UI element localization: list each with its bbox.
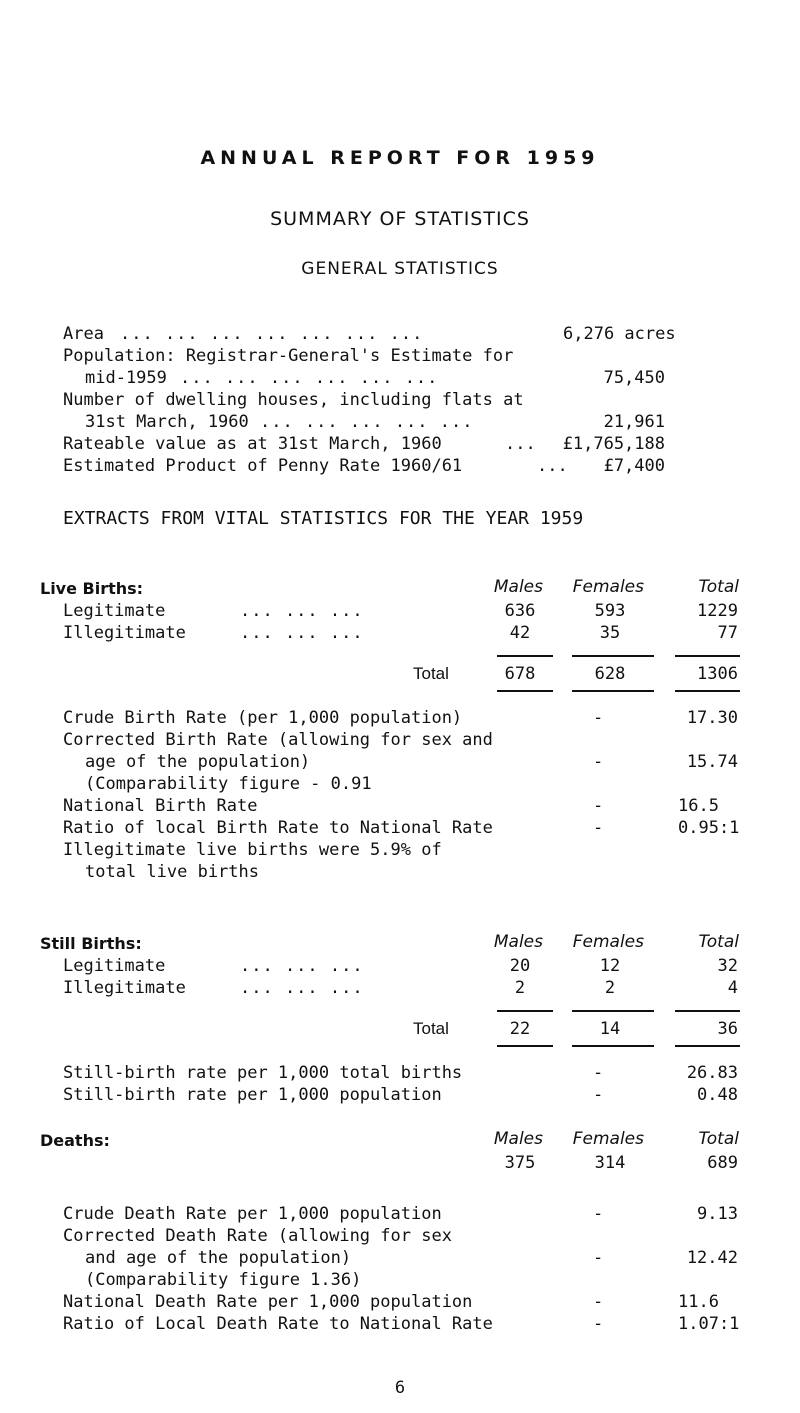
still-illegitimate-label: Illegitimate [63, 978, 186, 998]
general-statistics-title: GENERAL STATISTICS [301, 259, 499, 279]
corrected-death-rate-label-2: and age of the population) [85, 1248, 352, 1268]
rateable-value: £1,765,188 [562, 434, 665, 454]
still-rule-bottom-males [497, 1045, 553, 1047]
dwelling-value: 21,961 [603, 412, 665, 432]
still-illegitimate-males: 2 [514, 978, 526, 998]
still-birth-rate-births-value: 26.83 [686, 1063, 738, 1083]
crude-death-rate-label: Crude Death Rate per 1,000 population [63, 1204, 442, 1224]
live-total-females: 628 [594, 664, 626, 684]
still-illegitimate-total: 4 [727, 978, 738, 998]
birth-ratio-label: Ratio of local Birth Rate to National Rate [63, 818, 493, 838]
death-ratio-label: Ratio of Local Death Rate to National Rate [63, 1314, 493, 1334]
corrected-birth-rate-label: Corrected Birth Rate (allowing for sex and [63, 730, 493, 750]
still-illegitimate-dots: ... ... ... [240, 978, 364, 998]
live-illegitimate-males: 42 [509, 623, 531, 643]
live-illegitimate-label: Illegitimate [63, 623, 186, 643]
birth-ratio-dash: - [593, 818, 604, 838]
area-value: 6,276 acres [563, 324, 676, 344]
population-label-2: mid-1959 [85, 368, 167, 388]
deaths-females: 314 [594, 1153, 626, 1173]
national-death-rate-dash: - [593, 1292, 604, 1312]
live-illegitimate-females: 35 [599, 623, 621, 643]
crude-birth-rate-dash: - [593, 708, 604, 728]
penny-rate-dots: ... [537, 456, 568, 476]
live-legitimate-dots: ... ... ... [240, 601, 364, 621]
still-legitimate-label: Legitimate [63, 956, 166, 976]
birth-ratio-value: 0.95:1 [678, 818, 740, 838]
deaths-total-header: Total [698, 1129, 739, 1149]
page-number: 6 [394, 1378, 406, 1398]
live-total-label: Total [413, 664, 449, 683]
live-illegitimate-total: 77 [717, 623, 738, 643]
deaths-females-header: Females [572, 1129, 644, 1149]
still-legitimate-males: 20 [509, 956, 531, 976]
deaths-heading: Deaths: [40, 1131, 110, 1150]
national-birth-rate-value: 16.5 [678, 796, 719, 816]
area-label: Area [63, 324, 104, 344]
population-value: 75,450 [603, 368, 665, 388]
still-rule-top-males [497, 1010, 553, 1012]
deaths-males: 375 [504, 1153, 536, 1173]
still-total-header: Total [698, 932, 739, 952]
live-total-header: Total [698, 577, 739, 597]
corrected-birth-rate-label-2: age of the population) [85, 752, 311, 772]
crude-death-rate-value: 9.13 [697, 1204, 738, 1224]
live-legitimate-males: 636 [504, 601, 536, 621]
birth-comparability: (Comparability figure - 0.91 [85, 774, 372, 794]
death-ratio-dash: - [593, 1314, 604, 1334]
still-birth-rate-pop-value: 0.48 [697, 1085, 738, 1105]
still-total-label: Total [413, 1019, 449, 1038]
still-rule-bottom-total [675, 1045, 740, 1047]
national-birth-rate-label: National Birth Rate [63, 796, 258, 816]
population-label: Population: Registrar-General's Estimate for [63, 346, 514, 366]
still-rule-top-total [675, 1010, 740, 1012]
still-total-males: 22 [509, 1019, 531, 1039]
still-rule-top-females [572, 1010, 654, 1012]
illegitimate-percent-label: Illegitimate live births were 5.9% of [63, 840, 442, 860]
live-rule-bottom-females [572, 690, 654, 692]
live-legitimate-total: 1229 [697, 601, 738, 621]
rateable-value-label: Rateable value as at 31st March, 1960 [63, 434, 442, 454]
national-death-rate-label: National Death Rate per 1,000 population [63, 1292, 473, 1312]
corrected-death-rate-label: Corrected Death Rate (allowing for sex [63, 1226, 452, 1246]
rateable-dots: ... [505, 434, 536, 454]
still-males-header: Males [493, 932, 543, 952]
live-rule-top-males [497, 655, 553, 657]
still-females-header: Females [572, 932, 644, 952]
dwelling-label-2: 31st March, 1960 [85, 412, 249, 432]
live-rule-top-total [675, 655, 740, 657]
still-legitimate-females: 12 [599, 956, 621, 976]
still-illegitimate-females: 2 [604, 978, 616, 998]
population-dots: ... ... ... ... ... ... [180, 368, 439, 388]
crude-birth-rate-value: 17.30 [686, 708, 738, 728]
still-birth-rate-pop-label: Still-birth rate per 1,000 population [63, 1085, 442, 1105]
still-birth-rate-births-label: Still-birth rate per 1,000 total births [63, 1063, 463, 1083]
still-legitimate-total: 32 [717, 956, 738, 976]
penny-rate-value: £7,400 [603, 456, 665, 476]
still-births-heading: Still Births: [40, 934, 142, 953]
corrected-birth-rate-value: 15.74 [686, 752, 738, 772]
live-illegitimate-dots: ... ... ... [240, 623, 364, 643]
still-total-total: 36 [717, 1019, 738, 1039]
corrected-death-rate-dash: - [593, 1248, 604, 1268]
penny-rate-label: Estimated Product of Penny Rate 1960/61 [63, 456, 463, 476]
deaths-total: 689 [707, 1153, 738, 1173]
still-rule-bottom-females [572, 1045, 654, 1047]
corrected-death-rate-value: 12.42 [686, 1248, 738, 1268]
death-comparability: (Comparability figure 1.36) [85, 1270, 362, 1290]
national-birth-rate-dash: - [593, 796, 604, 816]
live-males-header: Males [493, 577, 543, 597]
live-total-total: 1306 [697, 664, 738, 684]
live-rule-bottom-males [497, 690, 553, 692]
crude-death-rate-dash: - [593, 1204, 604, 1224]
extracts-title: EXTRACTS FROM VITAL STATISTICS FOR THE YEAR 1959 [63, 508, 584, 529]
still-birth-rate-births-dash: - [593, 1063, 604, 1083]
deaths-males-header: Males [493, 1129, 543, 1149]
live-females-header: Females [572, 577, 644, 597]
live-births-heading: Live Births: [40, 579, 144, 598]
death-ratio-value: 1.07:1 [678, 1314, 740, 1334]
live-legitimate-label: Legitimate [63, 601, 166, 621]
live-total-males: 678 [504, 664, 536, 684]
dwelling-dots: ... ... ... ... ... [260, 412, 474, 432]
still-legitimate-dots: ... ... ... [240, 956, 364, 976]
live-rule-bottom-total [675, 690, 740, 692]
summary-title: SUMMARY OF STATISTICS [270, 208, 530, 230]
report-title: ANNUAL REPORT FOR 1959 [200, 147, 600, 169]
live-legitimate-females: 593 [594, 601, 626, 621]
national-death-rate-value: 11.6 [678, 1292, 719, 1312]
live-rule-top-females [572, 655, 654, 657]
corrected-birth-rate-dash: - [593, 752, 604, 772]
still-birth-rate-pop-dash: - [593, 1085, 604, 1105]
dwelling-label: Number of dwelling houses, including flats at [63, 390, 524, 410]
area-dots: ... ... ... ... ... ... ... [120, 324, 424, 344]
illegitimate-percent-label-2: total live births [85, 862, 259, 882]
still-total-females: 14 [599, 1019, 621, 1039]
crude-birth-rate-label: Crude Birth Rate (per 1,000 population) [63, 708, 463, 728]
